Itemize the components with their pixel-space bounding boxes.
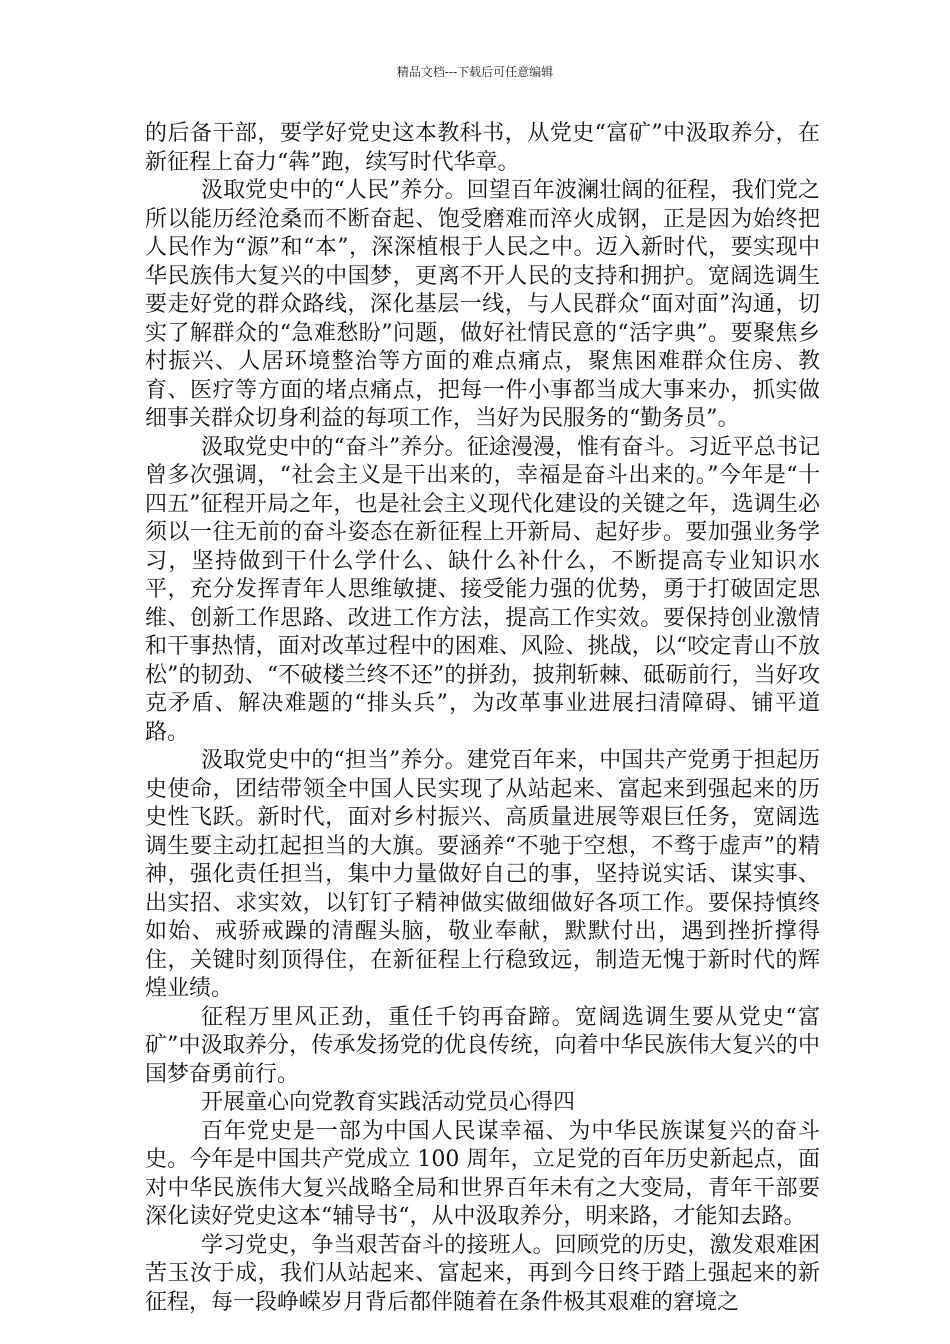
paragraph-study: 学习党史，争当艰苦奋斗的接班人。回顾党的历史，激发艰难困苦玉汝于成，我们从站起来、富起来，再到今日终于踏上强起来的新征程，每一段峥嵘岁月背后都伴随着在条件极其艰难的窘境之 — [145, 1232, 820, 1315]
paragraph-people: 汲取党史中的“人民”养分。回望百年波澜壮阔的征程，我们党之所以能历经沧桑而不断奋起、饱受磨难而淬火成钢，正是因为始终把人民作为“源”和“本”，深深植根于人民之中。迈入新时代，要实现中华民族伟大复兴的中国梦，更离不开人民的支持和拥护。宽阔选调生要走好党的群众路线，深化基层一线，与人民群众“面对面”沟通，切实了解群众的“急难愁盼”问题，做好社情民意的“活字典”。要聚焦乡村振兴、人居环境整治等方面的难点痛点，聚焦困难群众住房、教育、医疗等方面的堵点痛点，把每一件小事都当成大事来办，抓实做细事关群众切身利益的每项工作，当好为民服务的“勤务员”。 — [145, 178, 820, 431]
section-heading: 开展童心向党教育实践活动党员心得四 — [201, 1090, 576, 1115]
paragraph-struggle: 汲取党史中的“奋斗”养分。征途漫漫，惟有奋斗。习近平总书记曾多次强调，“社会主义是干出来的，幸福是奋斗出来的。”今年是“十四五”征程开局之年，也是社会主义现代化建设的关键之年，选调生必须以一往无前的奋斗姿态在新征程上开新局、起好步。要加强业务学习，坚持做到干什么学什么、缺什么补什么，不断提高专业知识水平，充分发挥青年人思维敏捷、接受能力强的优势，勇于打破固定思维、创新工作思路、改进工作方法，提高工作实效。要保持创业激情和干事热情，面对改革过程中的困难、风险、挑战，以“咬定青山不放松”的韧劲、“不破楼兰终不还”的拼劲，披荆斩棘、砥砺前行，当好攻克矛盾、解决难题的“排头兵”，为改革事业进展扫清障碍、铺平道路。 — [145, 434, 820, 745]
paragraph-intro: 百年党史是一部为中国人民谋幸福、为中华民族谋复兴的奋斗史。今年是中国共产党成立 100 周年，立足党的百年历史新起点，面对中华民族伟大复兴战略全局和世界百年未有之大变局，青年干部要深化读好党史这本“辅导书“，从中汲取养分，明来路，才能知去路。 — [145, 1118, 820, 1229]
page-header: 精品文档---下载后可任意编辑 — [396, 65, 554, 79]
paragraph-continued: 的后备干部，要学好党史这本教科书，从党史“富矿”中汲取养分，在新征程上奋力“犇”跑，续写时代华章。 — [145, 121, 820, 175]
paragraph-conclusion: 征程万里风正劲，重任千钧再奋蹄。宽阔选调生要从党史“富矿”中汲取养分，传承发扬党的优良传统，向着中华民族伟大复兴的中国梦奋勇前行。 — [145, 1004, 820, 1087]
document-body — [145, 120, 820, 1317]
paragraph-responsibility: 汲取党史中的“担当”养分。建党百年来，中国共产党勇于担起历史使命，团结带领全中国人民实现了从站起来、富起来到强起来的历史性飞跃。新时代，面对乡村振兴、高质量进展等艰巨任务，宽阔选调生要主动扛起担当的大旗。要涵养“不驰于空想，不骛于虚声”的精神，强化责任担当，集中力量做好自己的事，坚持说实话、谋实事、出实招、求实效，以钉钉子精神做实做细做好各项工作。要保持慎终如始、戒骄戒躁的清醒头脑，敬业奉献，默默付出，遇到挫折撑得住，关键时刻顶得住，在新征程上行稳致远，制造无愧于新时代的辉煌业绩。 — [145, 748, 820, 1001]
